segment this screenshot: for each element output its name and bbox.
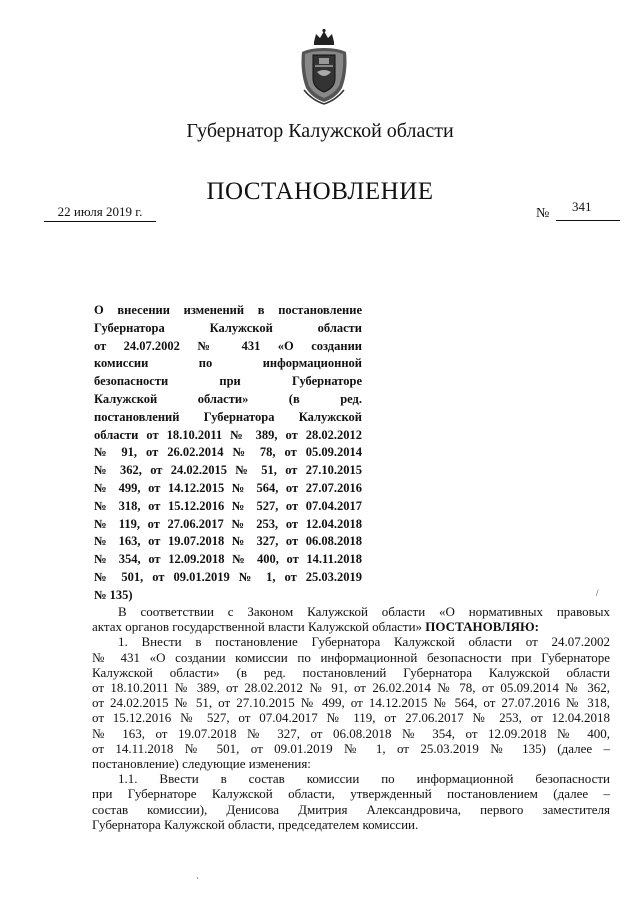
scan-artifact-mark: ˋ bbox=[196, 876, 199, 886]
body-line: постановление) следующие изменения: bbox=[92, 756, 311, 772]
subject-line: № 135) bbox=[94, 587, 133, 602]
number-sign: № bbox=[536, 206, 550, 221]
document-type-title: ПОСТАНОВЛЕНИЕ bbox=[206, 178, 434, 205]
subject-line: № 163, от 19.07.2018 № 327, от 06.08.2018 bbox=[94, 534, 362, 549]
decree-keyword: ПОСТАНОВЛЯЮ: bbox=[425, 619, 539, 635]
document-date: 22 июля 2019 г. bbox=[44, 204, 156, 222]
body-line: Губернатора Калужской области, председателем комиссии. bbox=[92, 816, 419, 832]
body-line: В соответствии с Законом Калужской области «О нормативных правовых bbox=[118, 604, 610, 619]
body-line: от 24.02.2015 № 51, от 27.10.2015 № 499, от 14.12.2015 № 564, от 27.07.2016 № 318, bbox=[92, 695, 610, 711]
body-line: от 15.12.2016 № 527, от 07.04.2017 № 119, от 27.06.2017 № 253, от 12.04.2018 bbox=[92, 710, 610, 726]
body-line: при Губернаторе Калужской области, утвержденный постановлением (далее – bbox=[92, 786, 610, 802]
subject-line: безопасности при Губернаторе bbox=[94, 374, 362, 389]
subject-line: № 362, от 24.02.2015 № 51, от 27.10.2015 bbox=[94, 463, 362, 478]
item-1-paragraph bbox=[92, 634, 610, 771]
subject-line: № 501, от 09.01.2019 № 1, от 25.03.2019 bbox=[94, 569, 362, 584]
scan-artifact-mark: / bbox=[596, 588, 599, 598]
number-underline bbox=[556, 220, 620, 221]
body-line: № 163, от 19.07.2018 № 327, от 06.08.2018 № 354, от 12.09.2018 № 400, bbox=[92, 725, 610, 741]
preamble-paragraph bbox=[92, 604, 610, 634]
body-line: от 18.10.2011 № 389, от 28.02.2012 № 91, от 26.02.2014 № 78, от 05.09.2014 № 362, bbox=[92, 680, 610, 696]
body-line: 1.1. Ввести в состав комиссии по информационной безопасности bbox=[118, 771, 610, 787]
subject-line: № 354, от 12.09.2018 № 400, от 14.11.2018 bbox=[94, 552, 362, 567]
body-line: состав комиссии), Денисова Дмитрия Александровича, первого заместителя bbox=[92, 801, 610, 817]
body-line: Калужской области» (в ред. постановлений Губернатора Калужской области bbox=[92, 664, 610, 680]
preamble-text: актах органов государственной власти Калужской области» bbox=[92, 619, 423, 635]
subject-line: О внесении изменений в постановление bbox=[94, 303, 362, 317]
item-1-1-paragraph bbox=[92, 771, 610, 832]
subject-line: № 119, от 27.06.2017 № 253, от 12.04.2018 bbox=[94, 516, 362, 531]
issuing-authority: Губернатор Калужской области bbox=[186, 120, 454, 142]
subject-line: № 91, от 26.02.2014 № 78, от 05.09.2014 bbox=[94, 445, 362, 460]
subject-line: постановлений Губернатора Калужской bbox=[94, 409, 362, 424]
body-line: № 431 «О создании комиссии по информационной безопасности при Губернаторе bbox=[92, 649, 610, 665]
subject-line: № 318, от 15.12.2016 № 527, от 07.04.2017 bbox=[94, 498, 362, 513]
document-body bbox=[92, 604, 610, 832]
document-subject bbox=[94, 302, 362, 605]
coat-of-arms-icon bbox=[298, 28, 350, 106]
subject-line: комиссии по информационной bbox=[94, 356, 362, 371]
body-line: 1. Внести в постановление Губернатора Калужской области от 24.07.2002 bbox=[118, 634, 610, 650]
body-line: от 14.11.2018 № 501, от 09.01.2019 № 1, от 25.03.2019 № 135) (далее – bbox=[92, 740, 610, 756]
body-line bbox=[92, 619, 610, 634]
subject-line: Калужской области» (в ред. bbox=[94, 391, 362, 406]
subject-line: от 24.07.2002 № 431 «О создании bbox=[94, 338, 362, 353]
subject-line: Губернатора Калужской области bbox=[94, 320, 362, 335]
subject-line: области от 18.10.2011 № 389, от 28.02.2012 bbox=[94, 427, 362, 442]
subject-line: № 499, от 14.12.2015 № 564, от 27.07.2016 bbox=[94, 480, 362, 495]
document-number: 341 bbox=[572, 199, 592, 214]
